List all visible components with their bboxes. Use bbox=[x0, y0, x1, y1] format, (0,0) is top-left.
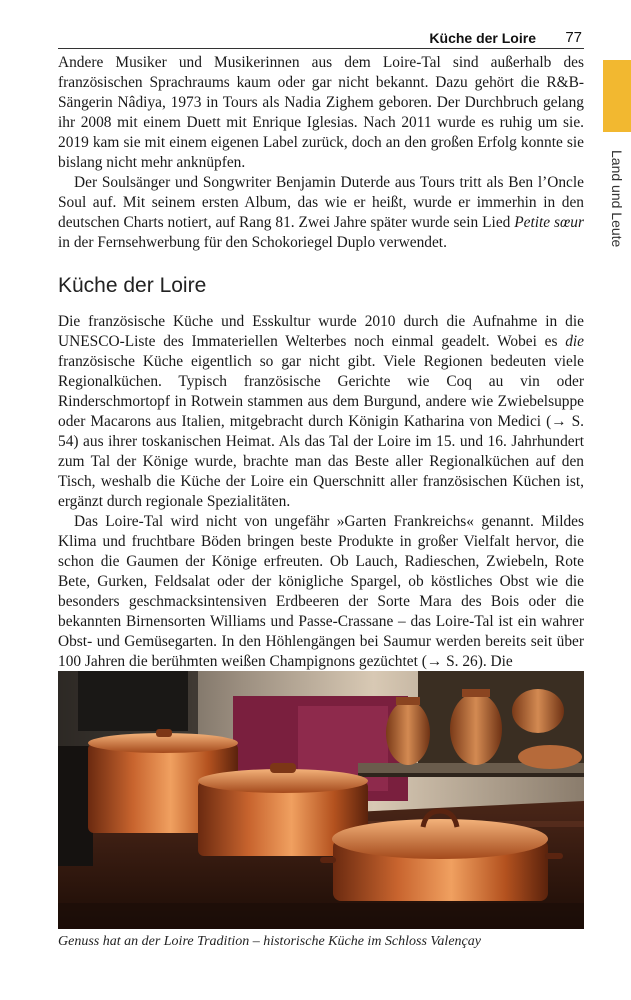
paragraph bbox=[58, 312, 584, 512]
chapter-label: Land und Leute bbox=[609, 150, 625, 248]
paragraph bbox=[58, 53, 584, 173]
paragraph bbox=[58, 173, 584, 253]
section-text bbox=[58, 312, 584, 672]
text-run: Der Soulsänger und Songwriter Benjamin Duterde aus Tours tritt als Ben l’Oncle Soul auf. Mit seinem ersten Album, das wie er heißt, wurde er immerhin in den deutschen Charts notiert, auf Rang 81. Zwei Jahre später wurde sein Lied bbox=[58, 174, 584, 231]
header-title: Küche der Loire bbox=[429, 30, 536, 46]
kitchen-photo bbox=[58, 671, 584, 929]
photo-caption: Genuss hat an der Loire Tradition – historische Küche im Schloss Valençay bbox=[58, 934, 481, 949]
paragraph bbox=[58, 512, 584, 672]
intro-text bbox=[58, 53, 584, 253]
copper-pots-image bbox=[58, 671, 584, 929]
page-number: 77 bbox=[565, 29, 582, 46]
italic-text: die bbox=[565, 333, 584, 350]
chapter-color-tab bbox=[603, 60, 631, 132]
text-run: Andere Musiker und Musikerinnen aus dem Loire-Tal sind außerhalb des französischen Sprachraums kaum oder gar nicht bekannt. Dazu gehört die R&B-Sängerin Nâdiya, 1973 in Tours als Nadia Zighem geboren. Der Durchbruch gelang ihr 2008 mit einem Duett mit Enrique Iglesias. Nach 2011 wurde es ruhig um sie. 2019 kam sie mit einem eigenen Label zurück, doch an den großen Erfolg konnte sie bislang nicht mehr anknüpfen. bbox=[58, 54, 584, 171]
text-run: Das Loire-Tal wird nicht von ungefähr »Garten Frankreichs« genannt. Mildes Klima und fruchtbare Böden bringen beste Produkte in großer Vielfalt hervor, die schon die Gaumen der Könige erfreuten. Ob Lauch, Radieschen, Zwiebeln, Rote Bete, Gurken, Feldsalat oder der königliche Spargel, ob köstliches Obst wie die besonders geschmacksintensiven Erdbeeren der Sorte Mara des Bois oder die bekannten Birnensorten Williams und Passe-Crassane – das Loire-Tal ist ein wahrer Obst- und Gemüsegarten. In den Höhlengängen bei Saumur werden bereits seit über 100 Jahren die berühmten weißen Champignons gezüchtet (→ S. 26). Die bbox=[58, 513, 584, 670]
section-heading: Küche der Loire bbox=[58, 274, 207, 297]
italic-text: Petite sœur bbox=[514, 214, 584, 231]
text-run: französische Küche eigentlich so gar nicht gibt. Viele Regionen bedeuten viele Regionalküchen. Typisch französische Gerichte wie Coq au vin oder Rinderschmortopf in Rotwein stammen aus dem Burgund, andere wie Zwiebelsuppe oder Macarons aus Italien, mitgebracht durch Königin Katharina von Medici (→ S. 54) aus ihrer toskanischen Heimat. Als das Tal der Loire im 15. und 16. Jahrhundert zum Tal der Könige wurde, brachte man das Beste aller Regionalküchen auf den Tisch, weshalb die Küche der Loire ein Querschnitt aller französischen Küchen ist, ergänzt durch regionale Spezialitäten. bbox=[58, 353, 584, 510]
running-header bbox=[58, 28, 584, 49]
text-run: in der Fernsehwerbung für den Schokoriegel Duplo verwendet. bbox=[58, 234, 447, 251]
text-run: Die französische Küche und Esskultur wurde 2010 durch die Aufnahme in die UNESCO-Liste des Immateriellen Welterbes noch einmal geadelt. Wobei es bbox=[58, 313, 584, 350]
